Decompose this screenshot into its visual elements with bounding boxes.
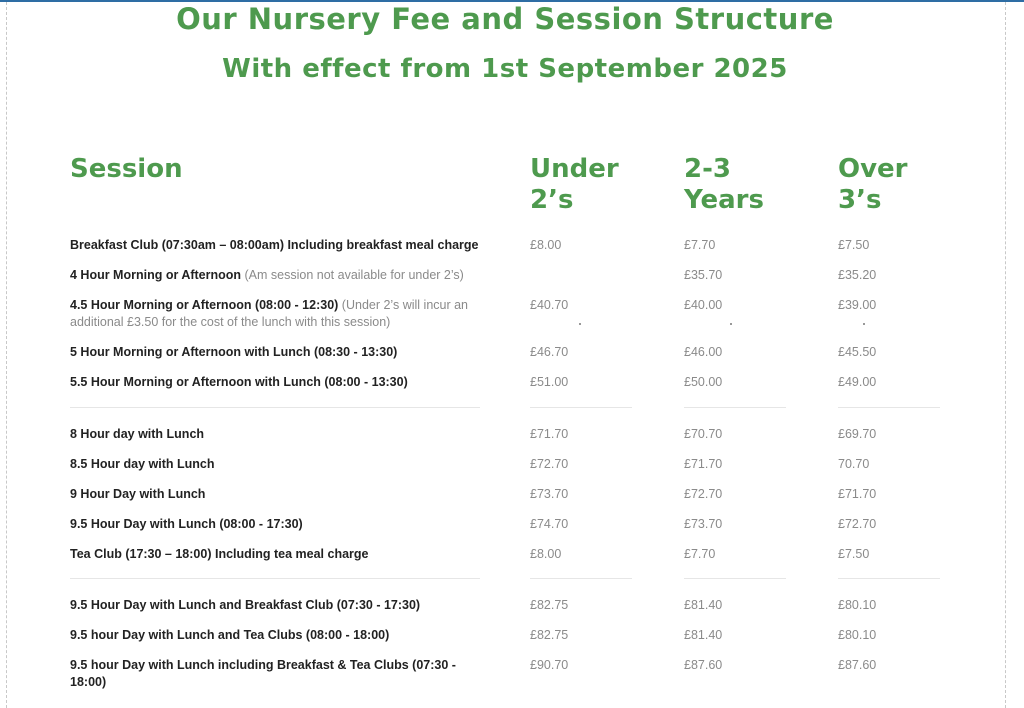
header-under-2 [530,154,640,216]
header-under-2-line2: 2’s [530,185,574,215]
session-description [70,426,480,443]
price-over-3: £72.70 [838,517,877,531]
divider [684,407,786,408]
header-2-3-years [684,154,794,216]
price-2-3-years: £46.00 [684,345,723,359]
divider [530,578,632,579]
price-under-2: £40.70 [530,298,569,312]
session-label: 9.5 Hour Day with Lunch (08:00 - 17:30) [70,517,303,531]
price-over-3: £80.10 [838,628,877,642]
price-2-3-years: £72.70 [684,487,723,501]
header-over-3-line1: Over [838,154,908,184]
session-description [70,237,480,254]
price-under-2: £74.70 [530,517,569,531]
session-description [70,267,480,284]
session-description [70,297,480,331]
stray-dot [863,323,865,325]
session-label: 4 Hour Morning or Afternoon [70,268,242,282]
stray-dot [730,323,732,325]
session-description [70,486,480,503]
price-over-3: £39.00 [838,298,877,312]
divider [70,407,480,408]
session-description [70,627,480,644]
session-label: Breakfast Club (07:30am – 08:00am) Including breakfast meal charge [70,238,479,252]
header-2-3-years-line2: Years [684,185,764,215]
price-2-3-years: £70.70 [684,427,723,441]
header-under-2-line1: Under [530,154,619,184]
session-label: 8 Hour day with Lunch [70,427,205,441]
price-over-3: £69.70 [838,427,877,441]
price-under-2: £73.70 [530,487,569,501]
divider [70,578,480,579]
price-under-2: £71.70 [530,427,569,441]
price-2-3-years: £87.60 [684,658,723,672]
header-over-3-line2: 3’s [838,185,882,215]
price-under-2: £8.00 [530,238,562,252]
divider [838,578,940,579]
price-over-3: £80.10 [838,598,877,612]
divider [684,578,786,579]
price-2-3-years: £50.00 [684,375,723,389]
header-session: Session [70,154,183,184]
price-under-2: £8.00 [530,547,562,561]
session-note: (Under 2’s will incur an additional £3.50 for the cost of the lunch with this session) [70,298,469,329]
session-label: Tea Club (17:30 – 18:00) Including tea meal charge [70,547,369,561]
session-label: 9.5 hour Day with Lunch and Tea Clubs (08:00 - 18:00) [70,628,390,642]
session-label: 9.5 Hour Day with Lunch and Breakfast Club (07:30 - 17:30) [70,598,421,612]
price-2-3-years: £81.40 [684,598,723,612]
left-guide [6,2,7,708]
price-2-3-years: £7.70 [684,238,716,252]
divider [530,407,632,408]
session-label: 9 Hour Day with Lunch [70,487,206,501]
price-under-2: £90.70 [530,658,569,672]
price-2-3-years: £73.70 [684,517,723,531]
session-label: 5 Hour Morning or Afternoon with Lunch (08:30 - 13:30) [70,345,398,359]
session-label: 8.5 Hour day with Lunch [70,457,215,471]
price-over-3: 70.70 [838,457,870,471]
session-description [70,546,480,563]
session-description [70,456,480,473]
session-description [70,344,480,361]
session-description [70,597,480,614]
session-label: 5.5 Hour Morning or Afternoon with Lunch (08:00 - 13:30) [70,375,408,389]
price-over-3: £35.20 [838,268,877,282]
header-over-3 [838,154,948,216]
price-over-3: £7.50 [838,238,870,252]
price-2-3-years: £7.70 [684,547,716,561]
session-description [70,657,480,691]
price-under-2: £82.75 [530,628,569,642]
price-over-3: £87.60 [838,658,877,672]
page-subtitle: With effect from 1st September 2025 [222,54,788,84]
session-description [70,374,480,391]
session-label: 9.5 hour Day with Lunch including Breakfast & Tea Clubs (07:30 - 18:00) [70,658,456,689]
session-label: 4.5 Hour Morning or Afternoon (08:00 - 12:30) [70,298,339,312]
header-2-3-years-line1: 2-3 [684,154,731,184]
price-2-3-years: £35.70 [684,268,723,282]
price-under-2: £51.00 [530,375,569,389]
session-description [70,516,480,533]
session-note: (Am session not available for under 2’s) [241,268,464,282]
divider [838,407,940,408]
price-over-3: £7.50 [838,547,870,561]
price-over-3: £45.50 [838,345,877,359]
price-under-2: £82.75 [530,598,569,612]
price-over-3: £49.00 [838,375,877,389]
right-guide [1005,2,1006,708]
price-2-3-years: £81.40 [684,628,723,642]
page-title: Our Nursery Fee and Session Structure [176,2,834,36]
price-under-2: £72.70 [530,457,569,471]
price-2-3-years: £40.00 [684,298,723,312]
stray-dot [579,323,581,325]
price-under-2: £46.70 [530,345,569,359]
price-over-3: £71.70 [838,487,877,501]
price-2-3-years: £71.70 [684,457,723,471]
